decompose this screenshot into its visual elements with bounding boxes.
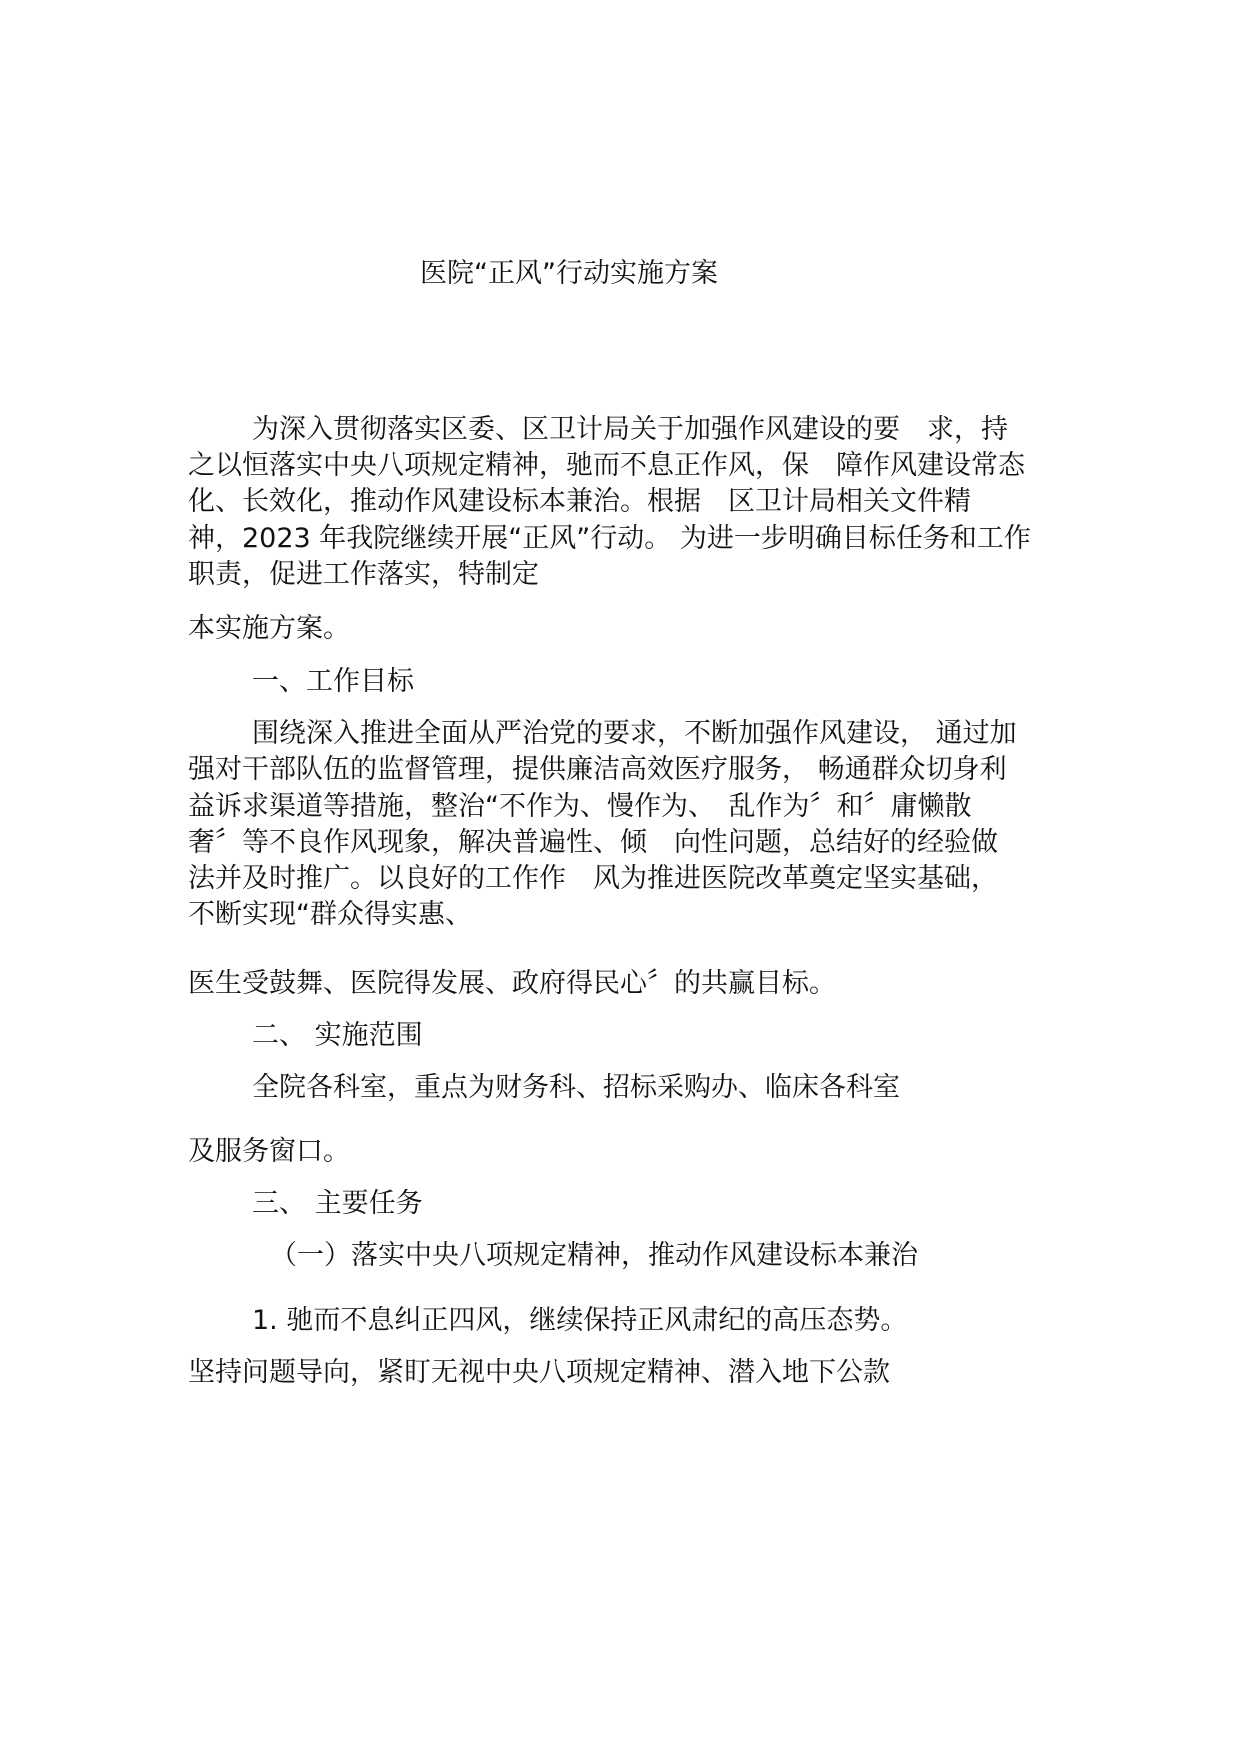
section-heading: 一、工作目标: [252, 666, 414, 697]
intro-line: 职责，促进工作落实，特制定: [188, 559, 539, 590]
paragraph-line: 围绕深入推进全面从严治党的要求，不断加强作风建设， 通过加: [252, 718, 1017, 749]
intro-line: 化、长效化，推动作风建设标本兼治。根据 区卫计局相关文件精: [188, 486, 971, 517]
intro-line: 本实施方案。: [188, 613, 350, 644]
section-heading: 三、 主要任务: [252, 1188, 423, 1219]
paragraph-line: 法并及时推广。以良好的工作作 风为推进医院改革奠定坚实基础，: [188, 863, 998, 894]
subsection-heading: （一）落实中央八项规定精神，推动作风建设标本兼治: [270, 1240, 918, 1271]
intro-line: 之以恒落实中央八项规定精神，驰而不息正作风，保 障作风建设常态: [188, 450, 1025, 481]
paragraph-line: 1. 驰而不息纠正四风，继续保持正风肃纪的高压态势。: [252, 1305, 908, 1336]
paragraph-line: 奢〞等不良作风现象，解决普遍性、倾 向性问题，总结好的经验做: [188, 827, 998, 858]
paragraph-line: 全院各科室，重点为财务科、招标采购办、临床各科室: [252, 1072, 900, 1103]
document-title: 医院“正风”行动实施方案: [420, 258, 718, 289]
paragraph-line: 坚持问题导向，紧盯无视中央八项规定精神、潜入地下公款: [188, 1357, 890, 1388]
section-heading: 二、 实施范围: [252, 1020, 423, 1051]
paragraph-line: 强对干部队伍的监督管理，提供廉洁高效医疗服务， 畅通群众切身利: [188, 754, 1007, 785]
paragraph-line: 医生受鼓舞、医院得发展、政府得民心〞的共赢目标。: [188, 968, 836, 999]
intro-line: 神，2023 年我院继续开展“正风”行动。 为进一步明确目标任务和工作: [188, 523, 1031, 554]
paragraph-line: 益诉求渠道等措施，整治“不作为、慢作为、 乱作为〞和〞庸懒散: [188, 791, 972, 822]
paragraph-line: 及服务窗口。: [188, 1136, 350, 1167]
intro-line: 为深入贯彻落实区委、区卫计局关于加强作风建设的要 求，持: [252, 414, 1008, 445]
paragraph-line: 不断实现“群众得实惠、: [188, 899, 472, 930]
